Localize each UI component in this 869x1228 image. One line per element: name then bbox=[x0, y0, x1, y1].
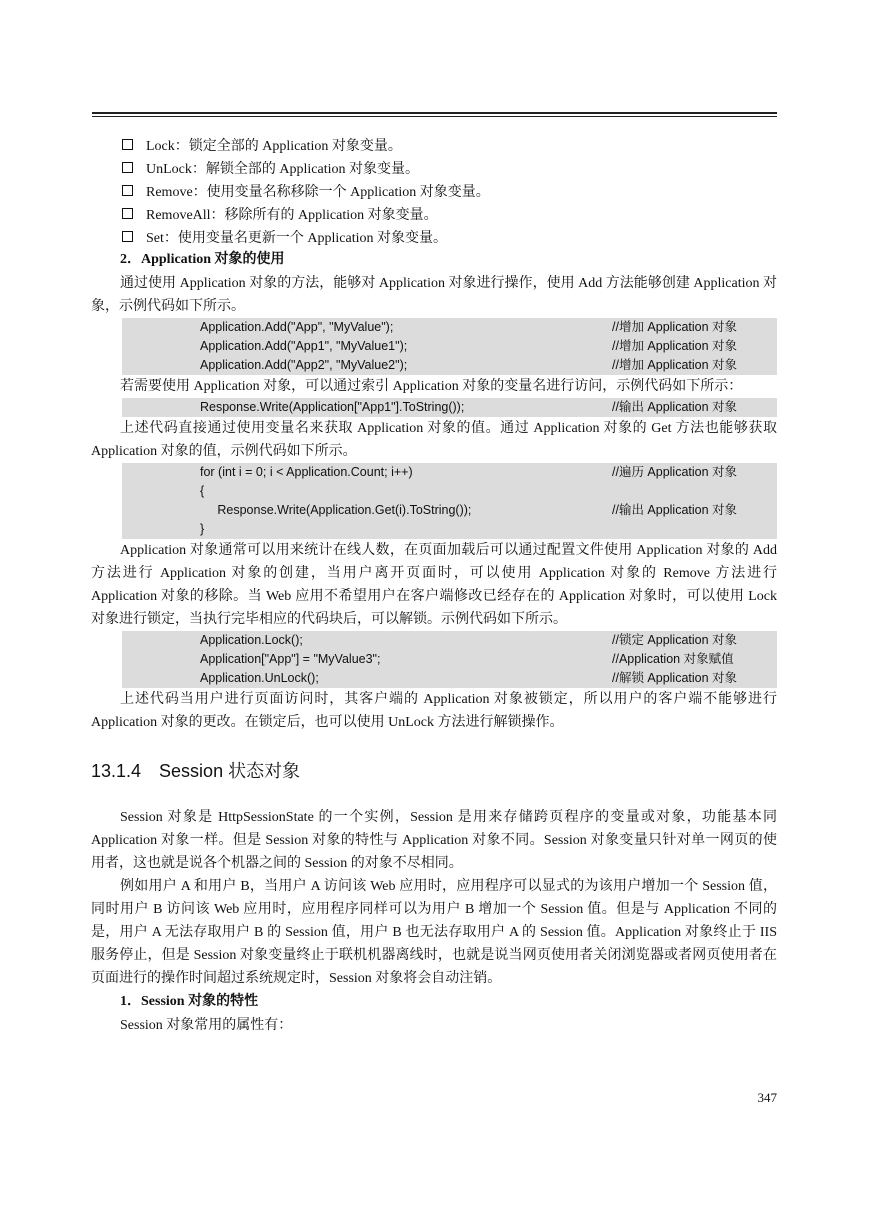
page-body bbox=[91, 133, 777, 1037]
page-number: 347 bbox=[757, 1090, 777, 1105]
list-item: Set：使用变量名更新一个 Application 对象变量。 bbox=[91, 225, 777, 248]
code-line: for (int i = 0; i < Application.Count; i++) //遍历 Application 对象 bbox=[200, 465, 738, 479]
list-item: Remove：使用变量名称移除一个 Application 对象变量。 bbox=[91, 179, 777, 202]
header-rule-thin bbox=[92, 116, 777, 117]
paragraph: 通过使用 Application 对象的方法，能够对 Application 对象进行操作，使用 Add 方法能够创建 Application 对象，示例代码如下所示。 bbox=[91, 276, 777, 314]
paragraph: Session 对象常用的属性有： bbox=[120, 1018, 293, 1033]
code-block bbox=[122, 318, 777, 375]
code-line: } bbox=[200, 522, 205, 536]
paragraph: 例如用户 A 和用户 B，当用户 A 访问该 Web 应用时，应用程序可以显式的为该用户增加一个 Session 值，同时用户 B 访问该 Web 应用时，应用程序同样可以为用户 B 增加一个 Session 值。但是与 Application 不同的是，用户 A 无法存取用户 B 的 Session 值，用户 B 也无法存取用户 A 的 Session 值。Application 对象终止于 IIS 服务停止，但是 Session 对象变量终止于联机机器离线时，也就是说当网页使用者关闭浏览器或者网页使用者在页面进行的操作时间超过系统规定时，Session 对象将会自动注销。 bbox=[91, 879, 777, 986]
list-item: UnLock：解锁全部的 Application 对象变量。 bbox=[91, 156, 777, 179]
checkbox-bullet-icon bbox=[122, 185, 133, 196]
checkbox-bullet-icon bbox=[122, 231, 133, 242]
code-block bbox=[122, 463, 777, 539]
header-rule-thick bbox=[92, 112, 777, 114]
code-line: Response.Write(Application["App1"].ToString()); //输出 Application 对象 bbox=[200, 400, 738, 414]
code-block bbox=[122, 631, 777, 688]
code-line: Application.Add("App2", "MyValue2"); //增加 Application 对象 bbox=[200, 358, 738, 372]
section-title: 13.1.4 Session 状态对象 bbox=[91, 761, 301, 781]
list-item: RemoveAll：移除所有的 Application 对象变量。 bbox=[91, 202, 777, 225]
checkbox-bullet-icon bbox=[122, 208, 133, 219]
method-list bbox=[91, 133, 777, 248]
list-item: Lock：锁定全部的 Application 对象变量。 bbox=[91, 133, 777, 156]
paragraph: Application 对象通常可以用来统计在线人数，在页面加载后可以通过配置文件使用 Application 对象的 Add 方法进行 Application 对象的创建，当用户离开页面时，可以使用 Application 对象的 Remove 方法进行 Application 对象的移除。当 Web 应用不希望用户在客户端修改已经存在的 Application 对象时，可以使用 Lock 对象进行锁定，当执行完毕相应的代码块后，可以解锁。示例代码如下所示。 bbox=[91, 543, 777, 627]
code-line: Application.Add("App", "MyValue"); //增加 Application 对象 bbox=[200, 320, 738, 334]
code-line: { bbox=[200, 484, 205, 498]
subsection-heading: 1．Session 对象的特性 bbox=[120, 994, 259, 1009]
code-line: Application.Lock(); //锁定 Application 对象 bbox=[200, 633, 738, 647]
code-line: Application.UnLock(); //解锁 Application 对象 bbox=[200, 671, 738, 685]
code-line: Response.Write(Application.Get(i).ToString()); //输出 Application 对象 bbox=[200, 503, 738, 517]
paragraph: 上述代码直接通过使用变量名来获取 Application 对象的值。通过 Application 对象的 Get 方法也能够获取 Application 对象的值，示例代码如下所示。 bbox=[91, 421, 777, 459]
checkbox-bullet-icon bbox=[122, 139, 133, 150]
code-line: Application.Add("App1", "MyValue1"); //增加 Application 对象 bbox=[200, 339, 738, 353]
subsection-heading: 2．Application 对象的使用 bbox=[120, 252, 285, 267]
code-block bbox=[122, 398, 777, 417]
checkbox-bullet-icon bbox=[122, 162, 133, 173]
paragraph: 若需要使用 Application 对象，可以通过索引 Application 对象的变量名进行访问，示例代码如下所示： bbox=[120, 379, 743, 394]
paragraph: Session 对象是 HttpSessionState 的一个实例，Session 是用来存储跨页程序的变量或对象，功能基本同 Application 对象一样。但是 Session 对象的特性与 Application 对象不同。Session 对象变量只针对单一网页的使用者，这也就是说各个机器之间的 Session 的对象不尽相同。 bbox=[91, 810, 777, 871]
code-line: Application["App"] = "MyValue3"; //Application 对象赋值 bbox=[200, 652, 734, 666]
paragraph: 上述代码当用户进行页面访问时，其客户端的 Application 对象被锁定，所以用户的客户端不能够进行 Application 对象的更改。在锁定后，也可以使用 UnLock 方法进行解锁操作。 bbox=[91, 692, 777, 730]
